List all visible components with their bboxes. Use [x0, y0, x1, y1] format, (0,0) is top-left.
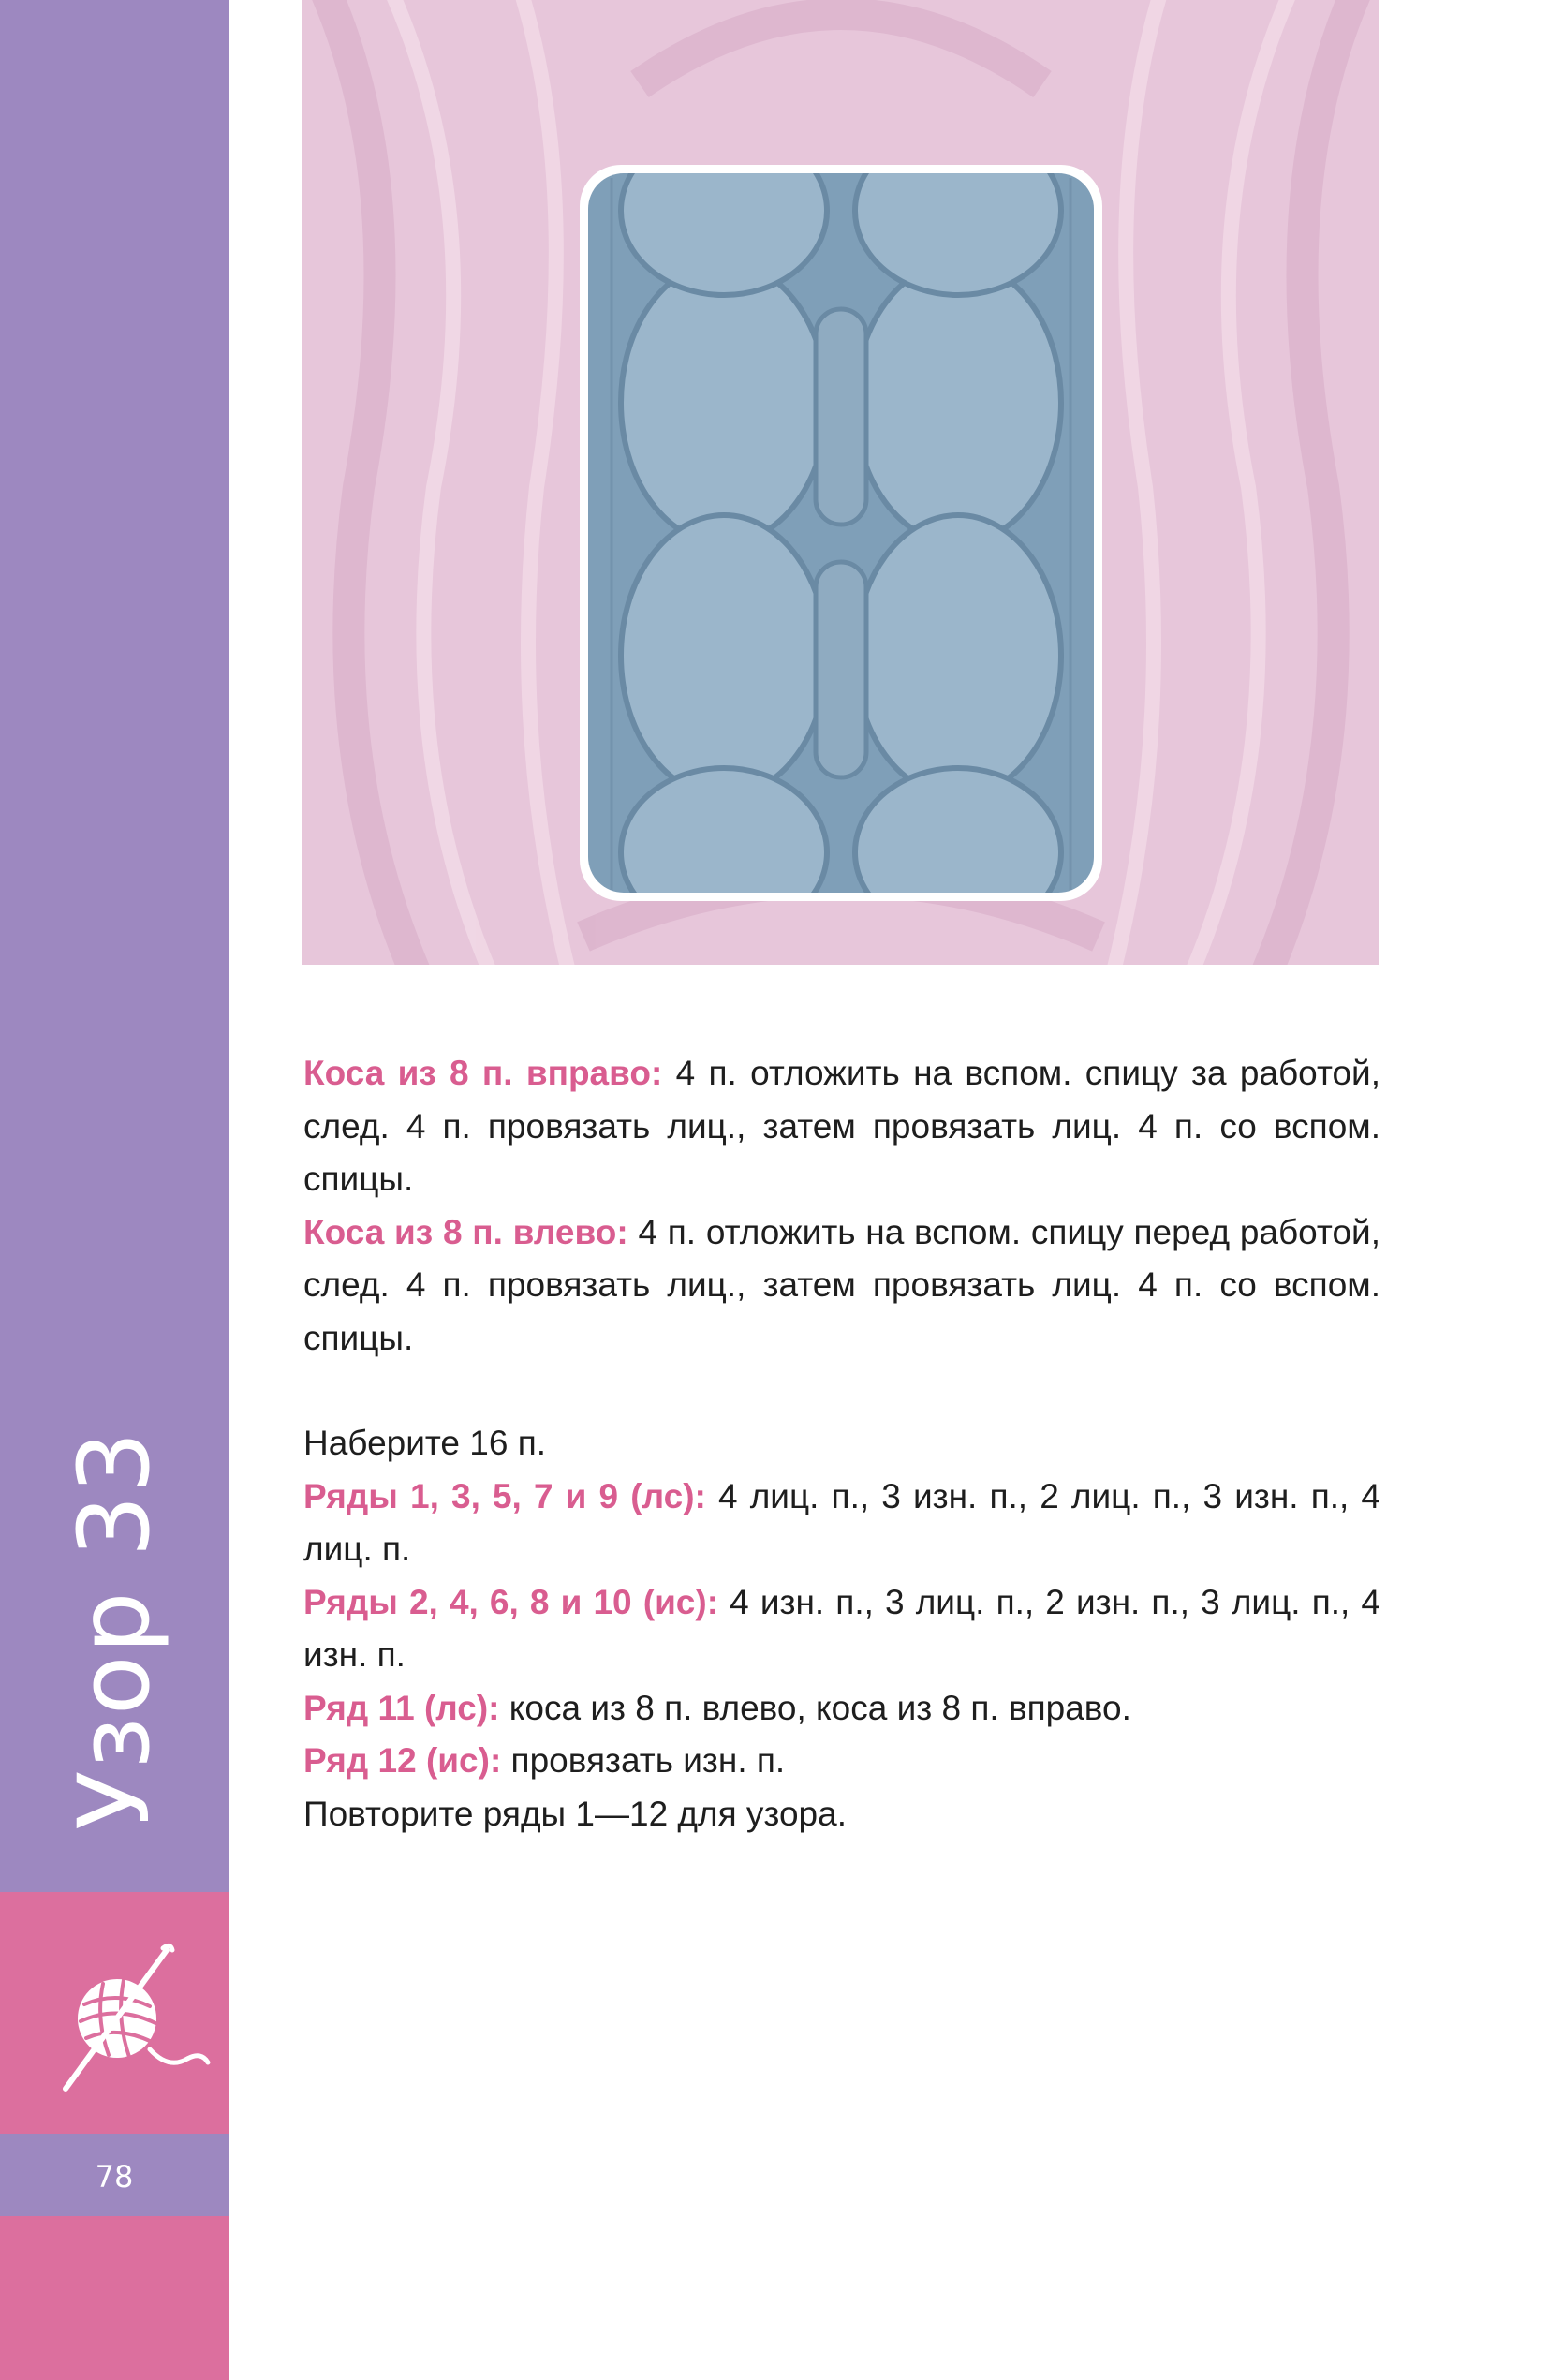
cable-left-text: 4 п. отложить на вспом. спицу перед работой, след. 4 п. провязать лиц., затем провязать лиц. 4 п. со вспом. спицы. [303, 1212, 1380, 1357]
yarn-ball-needle-icon [47, 1939, 215, 2107]
row-11-text: коса из 8 п. влево, коса из 8 п. вправо. [499, 1688, 1131, 1727]
rows-even-instruction [303, 1576, 1380, 1682]
paragraph-gap [303, 1365, 1380, 1417]
sidebar-bottom-band [0, 2216, 229, 2380]
cable-left-label: Коса из 8 п. влево: [303, 1212, 628, 1251]
row-12-text: провязать изн. п. [501, 1741, 786, 1780]
page-number: 78 [95, 2159, 134, 2195]
row-11-label: Ряд 11 (лс): [303, 1688, 500, 1727]
cable-left-definition [303, 1206, 1380, 1366]
rows-odd-text: 4 лиц. п., 3 изн. п., 2 лиц. п., 3 изн. п., 4 лиц. п. [303, 1476, 1380, 1568]
cast-on-instruction: Наберите 16 п. [303, 1424, 547, 1462]
cable-right-definition [303, 1047, 1380, 1206]
repeat-instruction: Повторите ряды 1—12 для узора. [303, 1794, 847, 1833]
cable-right-label: Коса из 8 п. вправо: [303, 1054, 663, 1092]
row-12-instruction [303, 1735, 1380, 1788]
rows-even-label: Ряды 2, 4, 6, 8 и 10 (ис): [303, 1582, 719, 1621]
row-11-instruction [303, 1682, 1380, 1736]
sidebar [0, 0, 229, 2380]
knit-pattern-photo [302, 0, 1379, 965]
rows-odd-label: Ряды 1, 3, 5, 7 и 9 (лс): [303, 1476, 706, 1515]
rows-even-text: 4 изн. п., 3 лиц. п., 2 изн. п., 3 лиц. п., 4 изн. п. [303, 1582, 1380, 1674]
row-12-label: Ряд 12 (ис): [303, 1741, 502, 1780]
cable-right-text: 4 п. отложить на вспом. спицу за работой, след. 4 п. провязать лиц., затем провязать лиц. 4 п. со вспом. спицы. [303, 1054, 1381, 1198]
section-title: Узор 33 [57, 1429, 171, 1830]
pattern-instructions [303, 1047, 1380, 1840]
rows-odd-instruction [303, 1471, 1380, 1576]
